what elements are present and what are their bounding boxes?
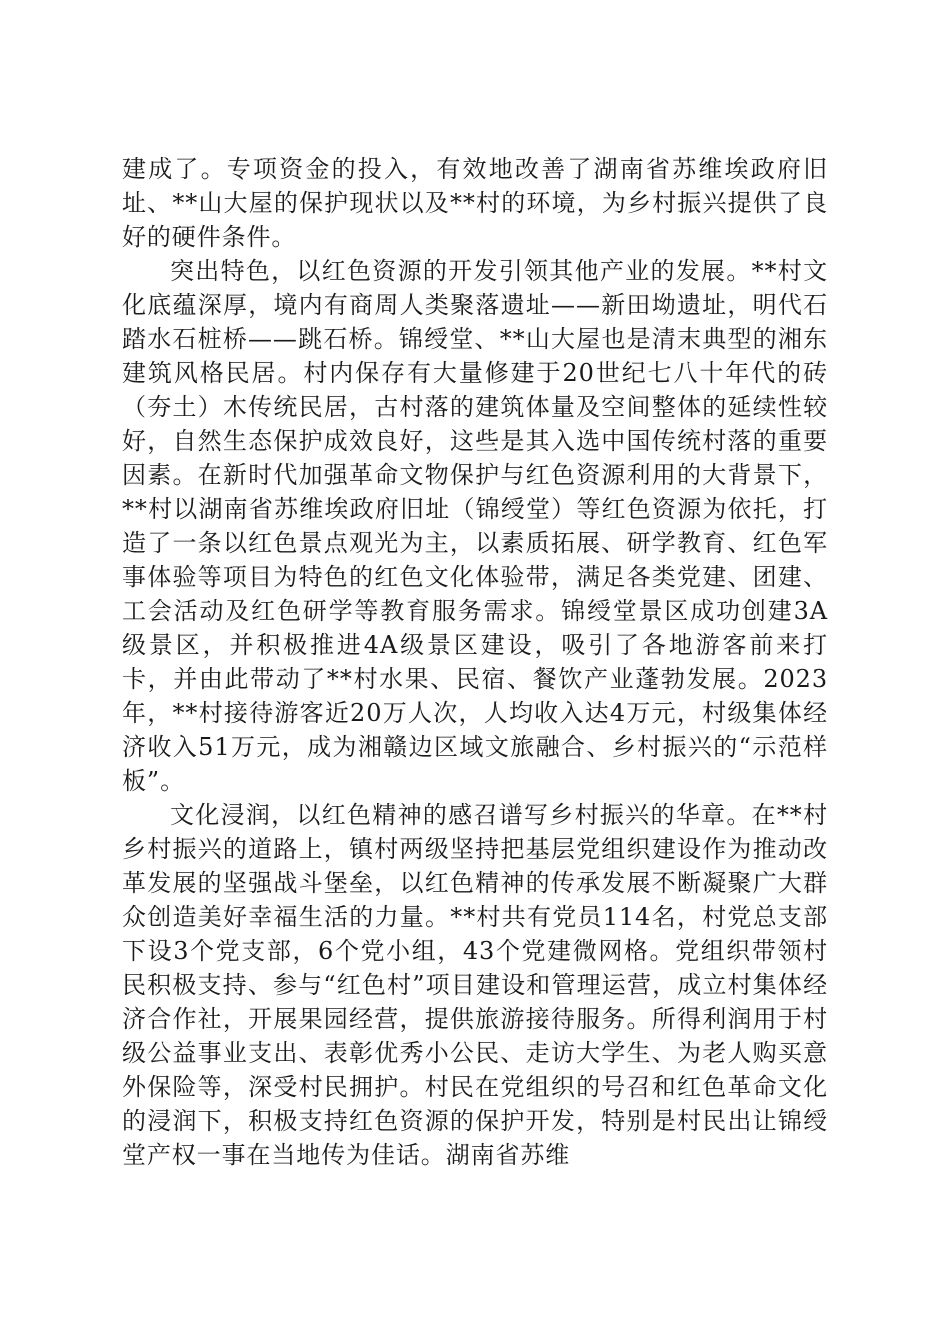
- paragraph-red-resources: 突出特色，以红色资源的开发引领其他产业的发展。**村文化底蕴深厚，境内有商周人类聚落遗址——新田坳遗址，明代石踏水石桩桥——跳石桥。锦绶堂、**山大屋也是清末典型的湘东建筑风格民居。村内保存有大量修建于20世纪七八十年代的砖（夯土）木传统民居，古村落的建筑体量及空间整体的延续性较好，自然生态保护成效良好，这些是其入选中国传统村落的重要因素。在新时代加强革命文物保护与红色资源利用的大背景下，**村以湖南省苏维埃政府旧址（锦绶堂）等红色资源为依托，打造了一条以红色景点观光为主，以素质拓展、研学教育、红色军事体验等项目为特色的红色文化体验带，满足各类党建、团建、工会活动及红色研学等教育服务需求。锦绶堂景区成功创建3A级景区，并积极推进4A级景区建设，吸引了各地游客前来打卡，并由此带动了**村水果、民宿、餐饮产业蓬勃发展。2023年，**村接待游客近20万人次，人均收入达4万元，村级集体经济收入51万元，成为湘赣边区域文旅融合、乡村振兴的“示范样板”。: [122, 257, 828, 795]
- document-page: [122, 152, 828, 1172]
- paragraph-intro: 建成了。专项资金的投入，有效地改善了湖南省苏维埃政府旧址、**山大屋的保护现状以及**村的环境，为乡村振兴提供了良好的硬件条件。: [122, 155, 828, 251]
- paragraph-cultural-influence: 文化浸润，以红色精神的感召谱写乡村振兴的华章。在**村乡村振兴的道路上，镇村两级坚持把基层党组织建设作为推动改革发展的坚强战斗堡垒，以红色精神的传承发展不断凝聚广大群众创造美好幸福生活的力量。**村共有党员114名，村党总支部下设3个党支部，6个党小组，43个党建微网格。党组织带领村民积极支持、参与“红色村”项目建设和管理运营，成立村集体经济合作社，开展果园经营，提供旅游接待服务。所得利润用于村级公益事业支出、表彰优秀小公民、走访大学生、为老人购买意外保险等，深受村民拥护。村民在党组织的号召和红色革命文化的浸润下，积极支持红色资源的保护开发，特别是村民出让锦绶堂产权一事在当地传为佳话。湖南省苏维: [122, 801, 828, 1169]
